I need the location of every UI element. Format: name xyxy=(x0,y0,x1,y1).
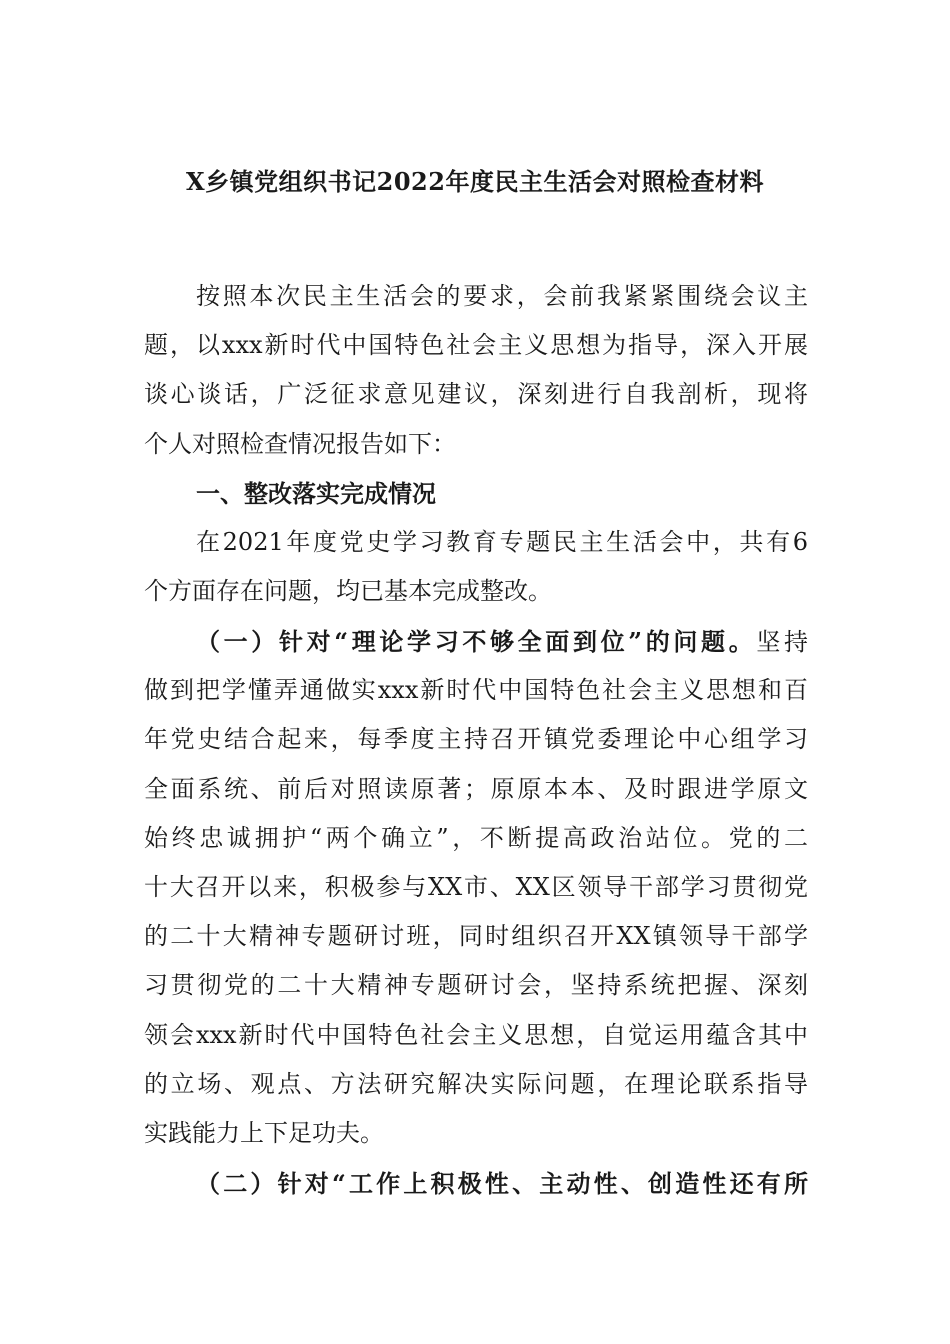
paragraph-line: 的立场、观点、方法研究解决实际问题，在理论联系指导 xyxy=(144,1069,808,1098)
item-1-first-rest: 坚持 xyxy=(756,628,808,656)
document-title: X乡镇党组织书记2022年度民主生活会对照检查材料 xyxy=(186,167,764,196)
item-1-paragraph xyxy=(144,617,808,1158)
intro-line: 题，以xxx新时代中国特色社会主义思想为指导，深入开展 xyxy=(144,331,808,360)
paragraph-line: 始终忠诚拥护“两个确立”，不断提高政治站位。党的二 xyxy=(144,823,808,852)
paragraph-line: 做到把学懂弄通做实xxx新时代中国特色社会主义思想和百 xyxy=(144,676,808,705)
item-1-first-line xyxy=(144,617,808,666)
item-2-paragraph xyxy=(144,1159,808,1208)
paragraph-line: 个方面存在问题，均已基本完成整改。 xyxy=(144,577,552,606)
paragraph-line: 在2021年度党史学习教育专题民主生活会中，共有6 xyxy=(196,528,808,556)
paragraph-line: 十大召开以来，积极参与XX市、XX区领导干部学习贯彻党 xyxy=(144,872,808,901)
item-1-heading: （一）针对“理论学习不够全面到位”的问题。 xyxy=(196,627,757,656)
item-2-heading: （二）针对“工作上积极性、主动性、创造性还有所 xyxy=(196,1169,808,1198)
paragraph-line: 实践能力上下足功夫。 xyxy=(144,1118,384,1147)
section-1-heading: 一、整改落实完成情况 xyxy=(196,479,436,508)
intro-line: 个人对照检查情况报告如下： xyxy=(144,429,456,458)
intro-line: 按照本次民主生活会的要求，会前我紧紧围绕会议主 xyxy=(196,282,808,310)
paragraph-line: 年党史结合起来，每季度主持召开镇党委理论中心组学习 xyxy=(144,725,808,754)
paragraph-line: 领会xxx新时代中国特色社会主义思想，自觉运用蕴含其中 xyxy=(144,1020,808,1049)
section-heading xyxy=(144,469,808,518)
intro-line: 谈心谈话，广泛征求意见建议，深刻进行自我剖析，现将 xyxy=(144,380,808,409)
intro-paragraph xyxy=(144,272,808,469)
paragraph-line: 的二十大精神专题研讨班，同时组织召开XX镇领导干部学 xyxy=(144,922,808,951)
paragraph-line: 全面系统、前后对照读原著；原原本本、及时跟进学原文 xyxy=(144,774,808,803)
section-1-paragraph xyxy=(144,518,808,616)
paragraph-line: 习贯彻党的二十大精神专题研讨会，坚持系统把握、深刻 xyxy=(144,971,808,1000)
